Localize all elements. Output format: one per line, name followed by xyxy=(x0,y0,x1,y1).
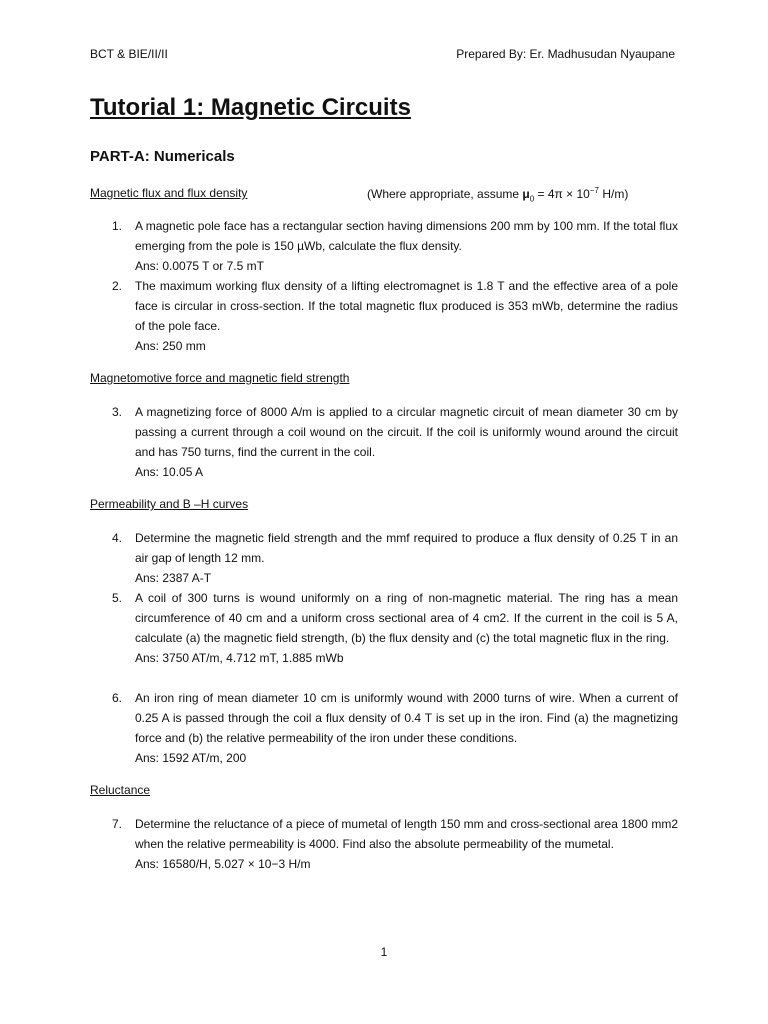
question-4 xyxy=(90,528,678,588)
question-text: A magnetizing force of 8000 A/m is applied to a circular magnetic circuit of mean diameter 30 cm by passing a current through a coil wound on the circuit. If the coil is uniformly wound around the circuit and has 750 turns, find the current in the coil. xyxy=(135,405,678,459)
section-heading-mmf: Magnetomotive force and magnetic field strength xyxy=(90,371,350,385)
header-author: Prepared By: Er. Madhusudan Nyaupane xyxy=(456,47,675,61)
question-number: 5. xyxy=(112,591,123,605)
note-pre: (Where appropriate, assume xyxy=(367,187,523,201)
section-heading-permeability: Permeability and B –H curves xyxy=(90,497,249,511)
question-2 xyxy=(90,276,678,356)
question-answer: Ans: 10.05 A xyxy=(135,465,204,479)
question-1 xyxy=(90,216,678,276)
question-answer: Ans: 250 mm xyxy=(135,339,206,353)
section-heading-flux-density: Magnetic flux and flux density xyxy=(90,186,248,200)
question-text: An iron ring of mean diameter 10 cm is uniformly wound with 2000 turns of wire. When a current of 0.25 A is passed through the coil a flux density of 0.4 T is set up in the iron. Find (a) the magnetizing force and (b) the relative permeability of the iron under these conditions. xyxy=(135,691,678,745)
page-title: Tutorial 1: Magnetic Circuits xyxy=(90,94,411,121)
question-text: Determine the magnetic field strength and the mmf required to produce a flux density of 0.25 T in an air gap of length 12 mm. xyxy=(135,531,678,565)
note-post: H/m) xyxy=(598,187,629,201)
page-number: 1 xyxy=(380,945,388,959)
question-answer: Ans: 3750 AT/m, 4.712 mT, 1.885 mWb xyxy=(135,651,344,665)
question-text: A magnetic pole face has a rectangular section having dimensions 200 mm by 100 mm. If the total flux emerging from the pole is 150 µWb, calculate the flux density. xyxy=(135,219,678,253)
question-7 xyxy=(90,814,678,874)
question-answer: Ans: 16580/H, 5.027 × 10−3 H/m xyxy=(135,857,311,871)
question-6 xyxy=(90,688,678,768)
question-answer: Ans: 2387 A-T xyxy=(135,571,212,585)
question-text: The maximum working flux density of a lifting electromagnet is 1.8 T and the effective area of a pole face is circular in cross-section. If the total magnetic flux produced is 353 mWb, determine the radius of the pole face. xyxy=(135,279,678,333)
assumption-note xyxy=(367,186,628,203)
section-heading-reluctance: Reluctance xyxy=(90,783,151,797)
question-text: A coil of 300 turns is wound uniformly on a ring of non-magnetic material. The ring has a mean circumference of 40 cm and a uniform cross sectional area of 4 cm2. If the current in the coil is 5 A, calculate (a) the magnetic field strength, (b) the flux density and (c) the total magnetic flux in the ring. xyxy=(135,591,678,645)
question-answer: Ans: 1592 AT/m, 200 xyxy=(135,751,247,765)
question-number: 2. xyxy=(112,279,123,293)
question-number: 4. xyxy=(112,531,123,545)
question-text: Determine the reluctance of a piece of mumetal of length 150 mm and cross-sectional area 1800 mm2 when the relative permeability is 4000. Find also the absolute permeability of the mumetal. xyxy=(135,817,678,851)
note-mid: = 4π × 10 xyxy=(534,187,590,201)
part-heading: PART-A: Numericals xyxy=(90,148,235,165)
mu-subscript: 0 xyxy=(529,194,535,204)
question-number: 6. xyxy=(112,691,123,705)
question-5 xyxy=(90,588,678,668)
note-exponent: −7 xyxy=(589,186,599,195)
header-course-code: BCT & BIE/II/II xyxy=(90,47,168,61)
question-answer: Ans: 0.0075 T or 7.5 mT xyxy=(135,259,264,273)
mu-symbol: μ xyxy=(522,187,530,201)
question-3 xyxy=(90,402,678,482)
question-number: 1. xyxy=(112,219,123,233)
question-number: 7. xyxy=(112,817,123,831)
question-number: 3. xyxy=(112,405,123,419)
